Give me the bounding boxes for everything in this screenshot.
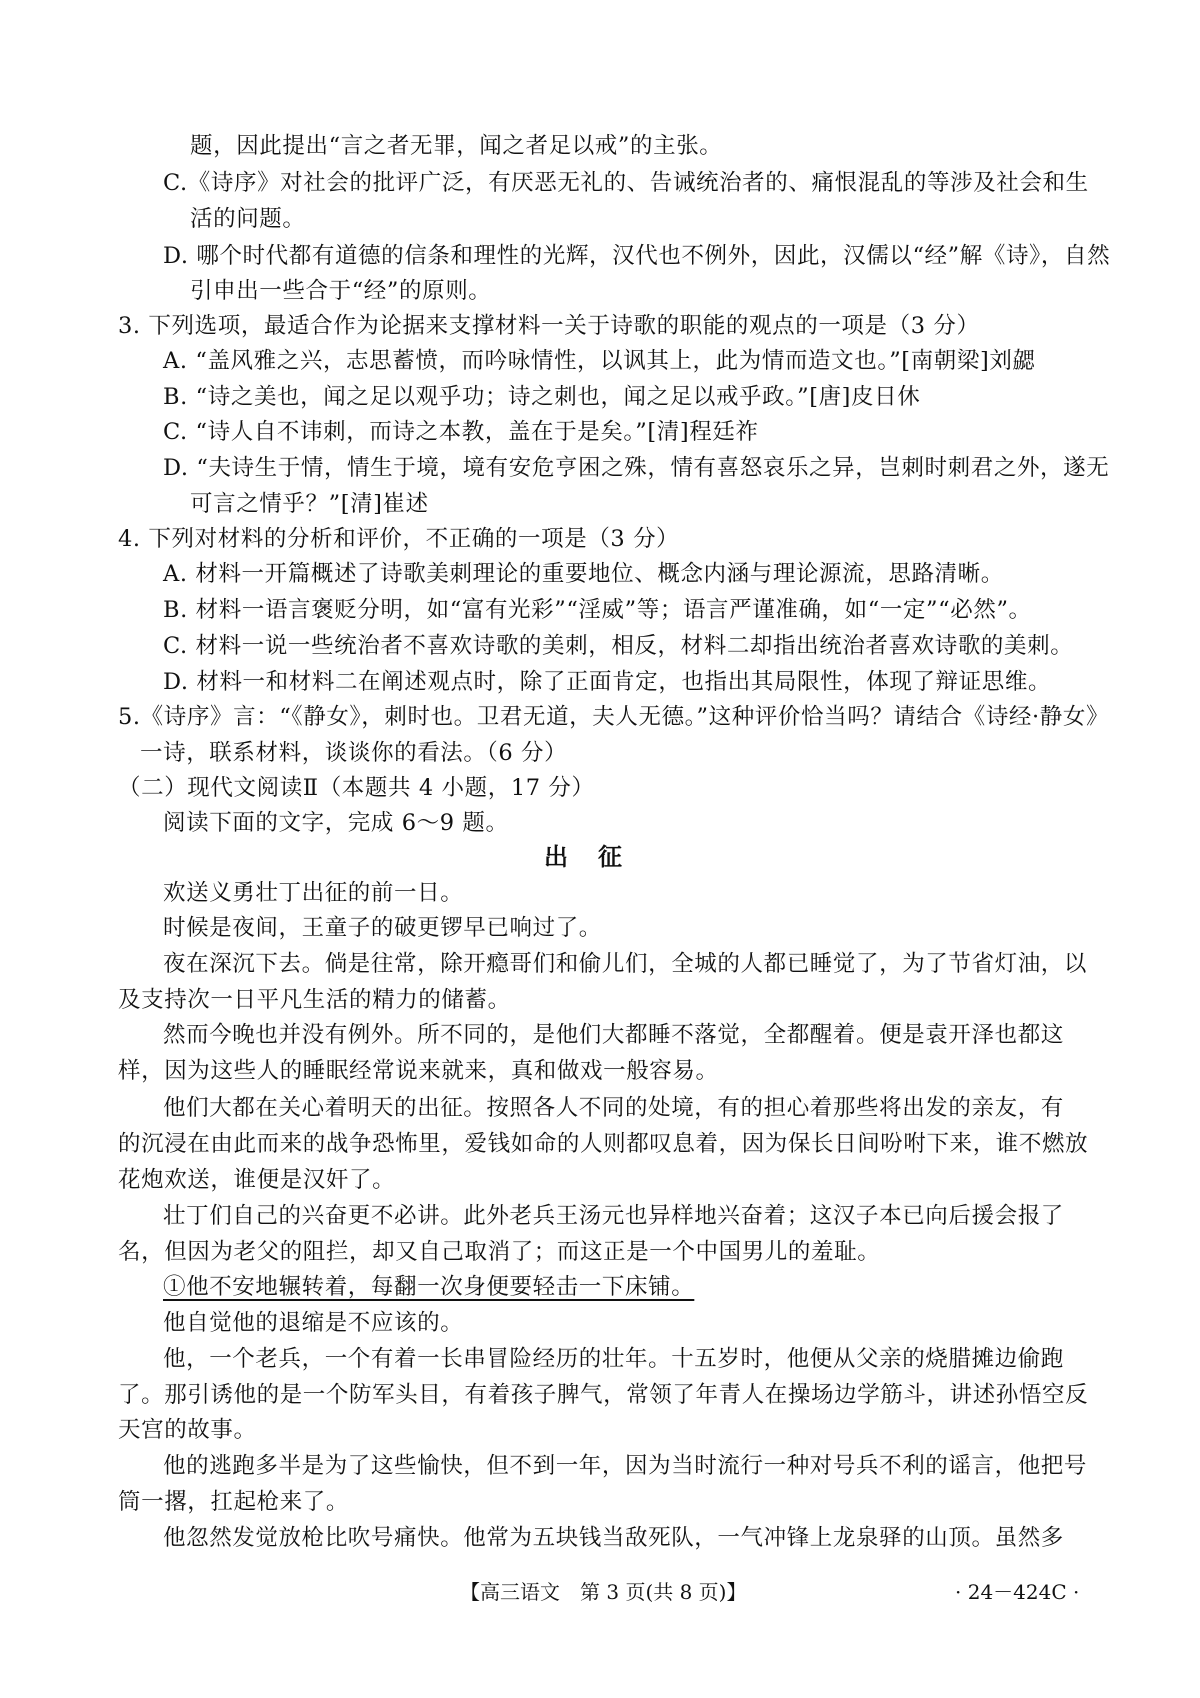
question-5: 5.《诗序》言：“《静女》，刺时也。卫君无道，夫人无德。”这种评价恰当吗？请结合《诗经·静女》: [118, 704, 1110, 730]
paragraph-line: 名，但因为老父的阻拦，却又自己取消了；而这正是一个中国男儿的羞耻。: [118, 1239, 881, 1265]
option-b: B. 材料一语言褒贬分明，如“富有光彩”“淫威”等；语言严谨准确，如“一定”“必然”。: [163, 597, 1032, 623]
option-a: A. “盖风雅之兴，志思蓄愤，而吟咏情性，以讽其上，此为情而造文也。”[南朝梁]刘勰: [163, 348, 1036, 374]
paragraph-line: 夜在深沉下去。倘是往常，除开瘾哥们和偷儿们，全城的人都已睡觉了，为了节省灯油，以: [163, 951, 1088, 977]
option-d: D. “夫诗生于情，情生于境，境有安危亨困之殊，情有喜怒哀乐之异，岂刺时刺君之外，遂无: [163, 455, 1110, 481]
paragraph-line: 花炮欢送，谁便是汉奸了。: [118, 1167, 396, 1193]
question-4: 4. 下列对材料的分析和评价，不正确的一项是（3 分）: [118, 526, 680, 552]
text-line: 题，因此提出“言之者无罪，闻之者足以戒”的主张。: [190, 133, 723, 159]
text-line: 引申出一些合于“经”的原则。: [190, 278, 492, 304]
section-heading: （二）现代文阅读Ⅱ（本题共 4 小题，17 分）: [118, 775, 595, 801]
exam-code: · 24－424C ·: [955, 1580, 1080, 1604]
option-a: A. 材料一开篇概述了诗歌美刺理论的重要地位、概念内涵与理论源流，思路清晰。: [163, 561, 1004, 587]
passage-title: 出征: [544, 842, 652, 871]
option-c: C. 材料一说一些统治者不喜欢诗歌的美刺，相反，材料二却指出统治者喜欢诗歌的美刺。: [163, 633, 1074, 659]
page-footer: 【高三语文 第 3 页(共 8 页)】: [460, 1580, 747, 1604]
instruction: 阅读下面的文字，完成 6～9 题。: [163, 810, 509, 836]
text-line: 活的问题。: [190, 206, 306, 232]
paragraph-line: 他，一个老兵，一个有着一长串冒险经历的壮年。十五岁时，他便从父亲的烧腊摊边偷跑: [163, 1346, 1064, 1372]
paragraph-line: 样，因为这些人的睡眠经常说来就来，真和做戏一般容易。: [118, 1058, 719, 1084]
underlined-sentence-1: ①他不安地辗转着，每翻一次身便要轻击一下床铺。: [163, 1274, 695, 1300]
question-3: 3. 下列选项，最适合作为论据来支撑材料一关于诗歌的职能的观点的一项是（3 分）: [118, 313, 980, 339]
paragraph-line: 了。那引诱他的是一个防军头目，有着孩子脾气，常领了年青人在操场边学筋斗，讲述孙悟空反: [118, 1382, 1089, 1408]
paragraph-line: 的沉浸在由此而来的战争恐怖里，爱钱如命的人则都叹息着，因为保长日间吩咐下来，谁不燃放: [118, 1131, 1089, 1157]
paragraph-line: 筒一撂，扛起枪来了。: [118, 1489, 350, 1515]
option-d: D. 哪个时代都有道德的信条和理性的光辉，汉代也不例外，因此，汉儒以“经”解《诗》，自然: [163, 243, 1111, 269]
paragraph-line: 然而今晚也并没有例外。所不同的，是他们大都睡不落觉，全都醒着。便是袁开泽也都这: [163, 1022, 1064, 1048]
paragraph-line: 他的逃跑多半是为了这些愉快，但不到一年，因为当时流行一种对号兵不利的谣言，他把号: [163, 1453, 1088, 1479]
paragraph-line: 他忽然发觉放枪比吹号痛快。他常为五块钱当敌死队，一气冲锋上龙泉驿的山顶。虽然多: [163, 1525, 1064, 1551]
paragraph-line: 壮丁们自己的兴奋更不必讲。此外老兵王汤元也异样地兴奋着；这汉子本已向后援会报了: [163, 1203, 1064, 1229]
text-line: 可言之情乎？”[清]崔述: [190, 491, 429, 517]
paragraph-line: 他自觉他的退缩是不应该的。: [163, 1310, 464, 1336]
option-c: C.《诗序》对社会的批评广泛，有厌恶无礼的、告诫统治者的、痛恨混乱的等涉及社会和生: [163, 170, 1089, 196]
paragraph-line: 时候是夜间，王童子的破更锣早已响过了。: [163, 915, 602, 941]
paragraph-line: 天宫的故事。: [118, 1417, 257, 1443]
option-c: C. “诗人自不讳刺，而诗之本教，盖在于是矣。”[清]程廷祚: [163, 419, 759, 445]
paragraph-line: 及支持次一日平凡生活的精力的储蓄。: [118, 987, 511, 1013]
paragraph-line: 欢送义勇壮丁出征的前一日。: [163, 880, 464, 906]
option-b: B. “诗之美也，闻之足以观乎功；诗之刺也，闻之足以戒乎政。”[唐]皮日休: [163, 384, 921, 410]
option-d: D. 材料一和材料二在阐述观点时，除了正面肯定，也指出其局限性，体现了辩证思维。: [163, 669, 1052, 695]
text-line: 一诗，联系材料，谈谈你的看法。（6 分）: [140, 740, 568, 766]
paragraph-line: 他们大都在关心着明天的出征。按照各人不同的处境，有的担心着那些将出发的亲友，有: [163, 1095, 1064, 1121]
